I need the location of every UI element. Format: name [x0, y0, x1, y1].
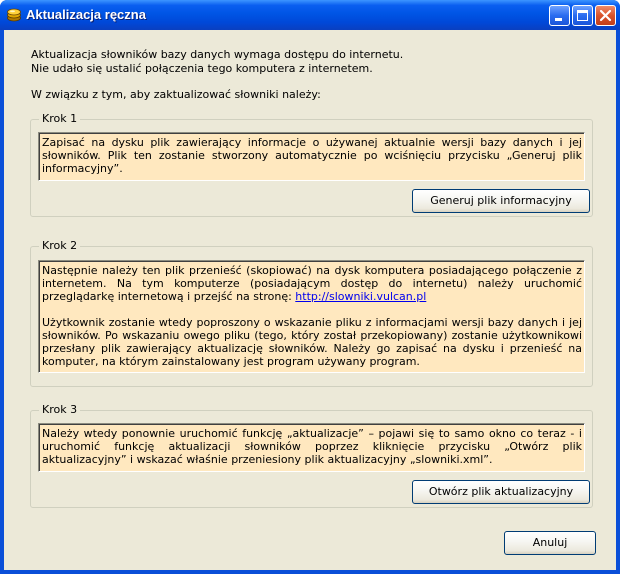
intro-line-2: Nie udało się ustalić połączenia tego komputera z internetem. — [31, 62, 373, 75]
step2-paragraph-1 — [42, 264, 582, 303]
intro-line-1: Aktualizacja słowników bazy danych wymaga dostępu do internetu. — [31, 48, 404, 61]
app-coins-icon — [6, 7, 22, 23]
slowniki-link[interactable]: http://slowniki.vulcan.pl — [295, 290, 427, 303]
dialog-client-area — [4, 30, 616, 570]
step2-paragraph-2: Użytkownik zostanie wtedy poproszony o wskazanie pliku z informacjami wersji bazy danych i jej słowników. Po wskazaniu owego pliku (tego, który został przekopiowany) zostanie użytkownikowi przesłany plik zawierający aktualizację słowników. Należy go zapisać na dysku i przenieść na komputer, na którym zainstalowany jest program używany program. — [42, 316, 582, 368]
step2-text: Następnie należy ten plik przenieść (skopiować) na dysk komputera posiadającego połączenie z internetem. Na tym komputerze (posiadającym dostęp do internetu) należy uruchomić przeglądarkę internetową i przejść na stronę: — [42, 264, 582, 303]
maximize-button[interactable] — [572, 5, 593, 26]
intro-line-3: W związku z tym, aby zaktualizować słowniki należy: — [31, 88, 321, 101]
step1-legend: Krok 1 — [39, 112, 80, 125]
step3-info-box — [38, 423, 585, 472]
open-update-file-button[interactable]: Otwórz plik aktualizacyjny — [412, 480, 590, 504]
step3-group — [30, 403, 593, 508]
step3-text: Należy wtedy ponownie uruchomić funkcję „aktualizacje” – pojawi się to samo okno co teraz - i uruchomić funkcję aktualizacji słowników poprzez kliknięcie przycisku „Otwórz plik aktualizacyjny” i wskazać właśnie przeniesiony plik aktualizacyjny „slowniki.xml”. — [42, 427, 582, 466]
step3-legend: Krok 3 — [39, 403, 80, 416]
step2-info-box — [38, 260, 585, 373]
step2-group — [30, 239, 593, 387]
close-icon — [596, 6, 615, 25]
generate-info-file-button[interactable]: Generuj plik informacyjny — [412, 189, 590, 213]
title-bar[interactable] — [0, 0, 620, 30]
step1-text: Zapisać na dysku plik zawierający informacje o używanej aktualnie wersji bazy danych i jej słowników. Plik ten zostanie stworzony automatycznie po wciśnięciu przycisku „Generuj plik informacyjny”. — [42, 136, 582, 175]
step2-legend: Krok 2 — [39, 239, 80, 252]
step1-group — [30, 112, 593, 217]
window-title: Aktualizacja ręczna — [26, 7, 146, 22]
minimize-button[interactable] — [549, 5, 570, 26]
close-button[interactable] — [595, 5, 616, 26]
maximize-icon — [573, 6, 592, 25]
cancel-button[interactable]: Anuluj — [504, 531, 596, 555]
minimize-icon — [550, 6, 569, 25]
step1-info-box — [38, 132, 585, 181]
